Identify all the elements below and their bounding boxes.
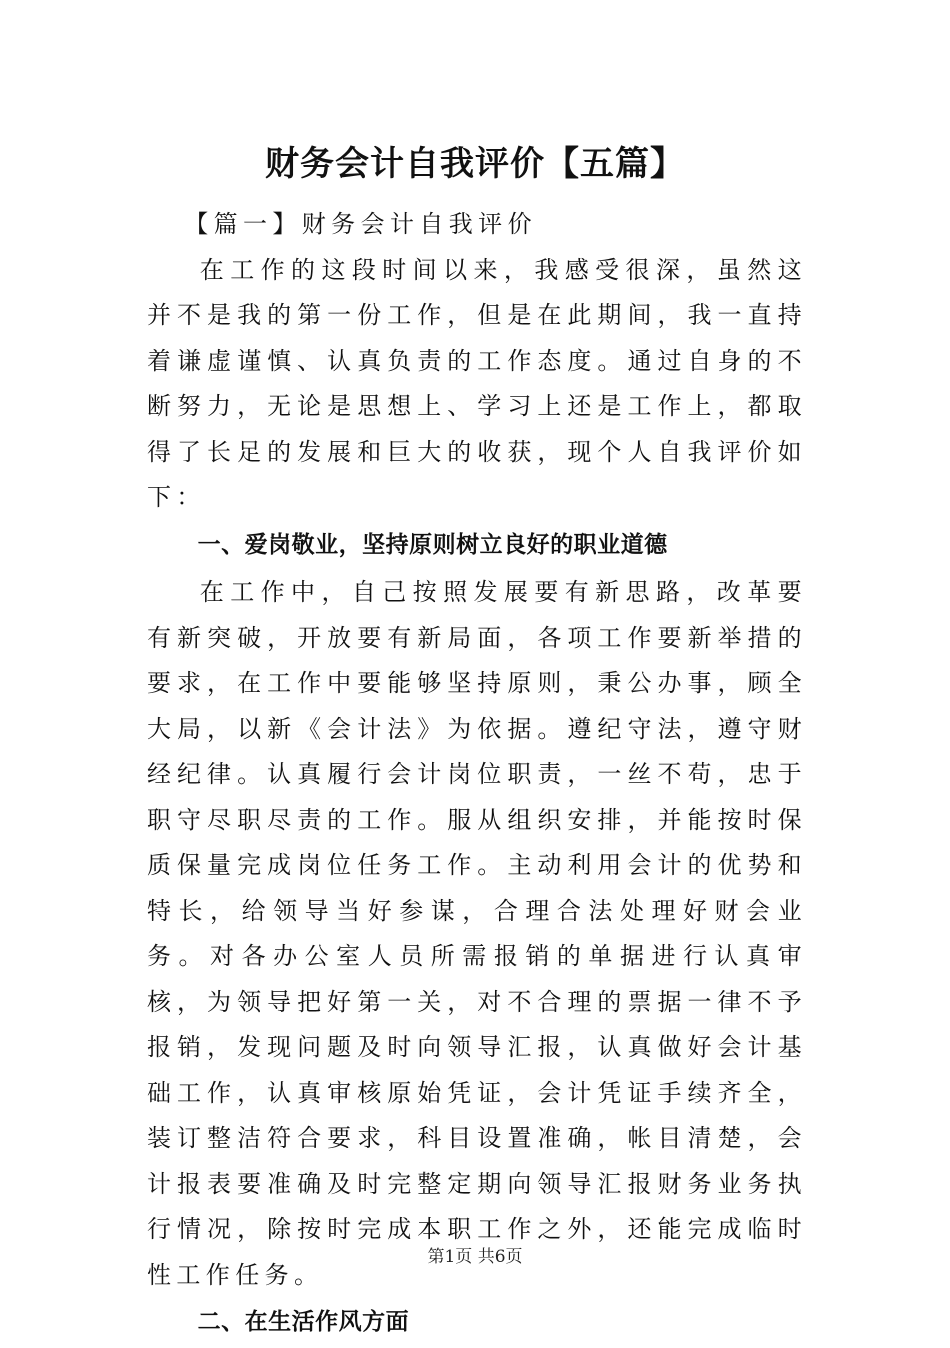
body-paragraph: 在工作的这段时间以来，我感受很深，虽然这并不是我的第一份工作，但是在此期间，我一直持着谦虚谨慎、认真负责的工作态度。通过自身的不断努力，无论是思想上、学习上还是工作上，都取得了长足的发展和巨大的收获，现个人自我评价如下： [147,255,807,511]
document-title: 财务会计自我评价【五篇】 [265,144,685,184]
document-body [147,202,807,1348]
page-number-footer: 第1页 共6页 [427,1247,523,1267]
section-subtitle: 【篇一】财务会计自我评价 [184,210,537,238]
section-heading: 二、在生活作风方面 [197,1309,410,1335]
body-paragraph: 在工作中，自己按照发展要有新思路，改革要有新突破，开放要有新局面，各项工作要新举措的要求，在工作中要能够坚持原则，秉公办事，顾全大局，以新《会计法》为依据。遵纪守法，遵守财经纪律。认真履行会计岗位职责，一丝不苟，忠于职守尽职尽责的工作。服从组织安排，并能按时保质保量完成岗位任务工作。主动利用会计的优势和特长，给领导当好参谋，合理合法处理好财会业务。对各办公室人员所需报销的单据进行认真审核，为领导把好第一关，对不合理的票据一律不予报销，发现问题及时向领导汇报，认真做好会计基础工作，认真审核原始凭证，会计凭证手续齐全，装订整洁符合要求，科目设置准确，帐目清楚，会计报表要准确及时完整定期向领导汇报财务业务执行情况，除按时完成本职工作之外，还能完成临时性工作任务。 [147,578,807,1289]
section-heading: 一、爱岗敬业，坚持原则树立良好的职业道德 [197,531,668,558]
